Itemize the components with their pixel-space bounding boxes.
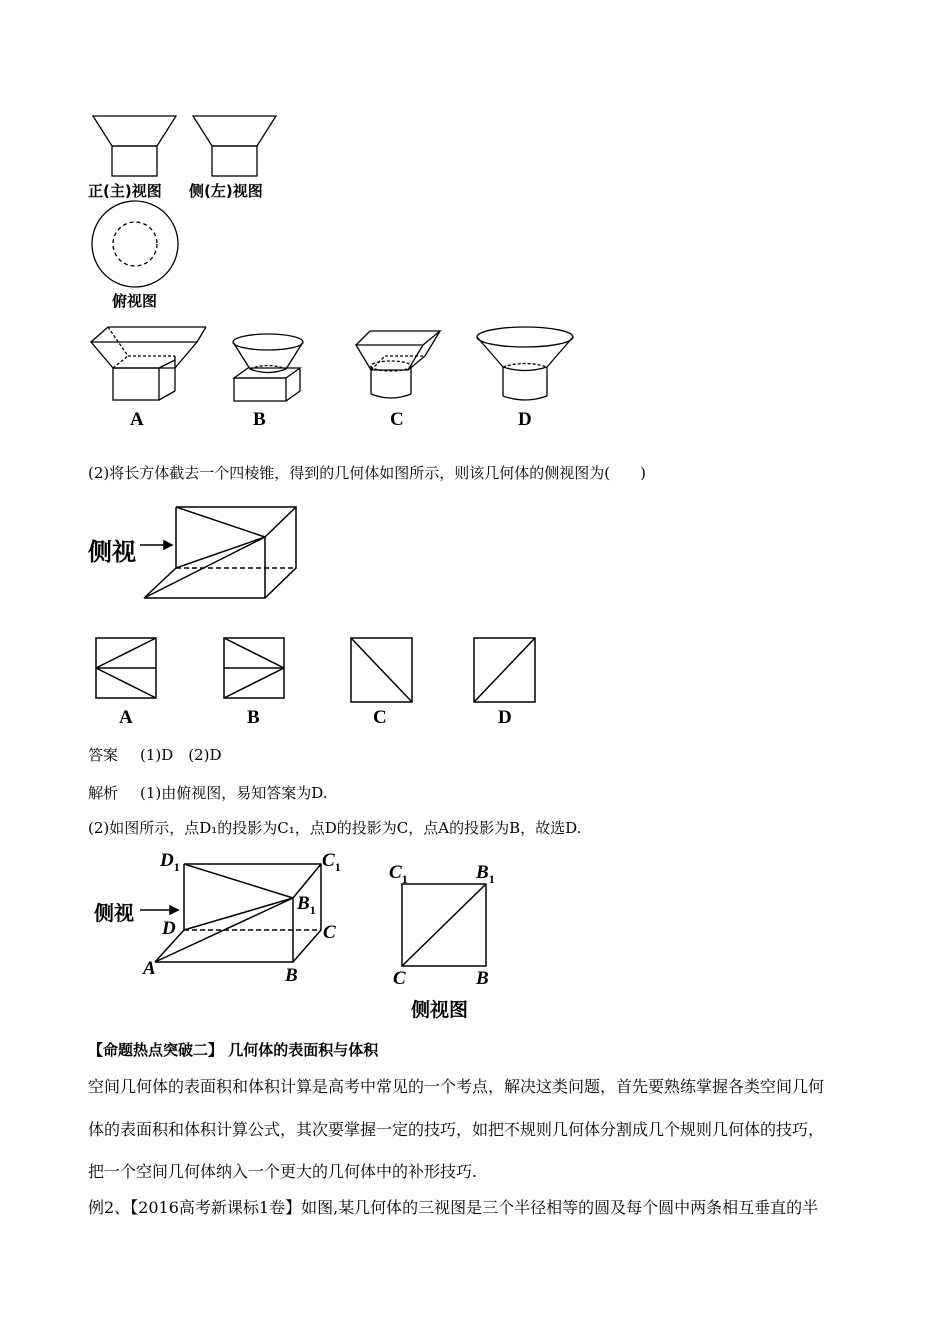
side-view [193, 116, 276, 176]
section-paragraph-line-2: 体的表面积和体积计算公式，其次要掌握一定的技巧，如把不规则几何体分割成几个规则几何体的技巧， [88, 1120, 825, 1139]
side-view-caption: 侧视图 [411, 999, 469, 1021]
side-view-label: 侧(左)视图 [189, 182, 263, 200]
point-d1-label: $D_1$ [160, 850, 180, 874]
square-b-label: B [476, 968, 489, 989]
square-c1-label: $C_1$ [389, 862, 408, 886]
q1-option-b-label: B [253, 409, 266, 430]
q1-option-c-figure [356, 331, 440, 398]
solution-arrow-label: 侧视 [94, 901, 134, 925]
point-c1-label: $C_1$ [322, 850, 341, 874]
q2-option-b-figure [224, 638, 284, 698]
q2-main-figure [140, 507, 296, 598]
q1-option-c-label: C [390, 409, 404, 430]
q2-option-c-label: C [373, 707, 387, 728]
point-b1-label: $B_1$ [297, 893, 316, 917]
top-view [92, 201, 178, 287]
analysis-line-2: (2)如图所示，点D₁的投影为C₁，点D的投影为C，点A的投影为B，故选D. [88, 819, 582, 837]
section-title: 【命题热点突破二】 几何体的表面积与体积 [88, 1041, 379, 1059]
q1-option-a-label: A [130, 409, 144, 430]
front-view [93, 116, 176, 176]
answer-text: (1)D (2)D [140, 746, 222, 764]
point-a-label: A [143, 958, 156, 979]
q2-arrow-label: 侧视 [88, 538, 136, 566]
analysis-label: 解析 [88, 784, 119, 802]
section-paragraph-line-3: 把一个空间几何体纳入一个更大的几何体中的补形技巧. [88, 1162, 478, 1181]
example-2-text: 例2、【2016高考新课标1卷】如图,某几何体的三视图是三个半径相等的圆及每个圆中两条相互垂直的半 [88, 1198, 819, 1217]
square-c-label: C [393, 968, 406, 989]
q2-option-d-figure [474, 638, 535, 702]
q2-option-b-label: B [247, 707, 260, 728]
answer-label: 答案 [88, 746, 119, 764]
point-b-label: B [285, 965, 298, 986]
analysis-line-1: (1)由俯视图，易知答案为D. [140, 784, 328, 802]
q1-option-a-figure [91, 327, 206, 400]
q2-option-a-figure [96, 638, 156, 698]
q1-option-d-figure [477, 327, 573, 400]
point-c-label: C [323, 922, 336, 943]
q2-option-a-label: A [119, 707, 133, 728]
front-view-label: 正(主)视图 [88, 182, 162, 200]
point-d-label: D [162, 918, 176, 939]
solution-side-view-square [402, 884, 486, 966]
q2-option-c-figure [351, 638, 412, 702]
square-b1-label: $B_1$ [476, 862, 495, 886]
solution-main-figure [140, 864, 321, 962]
top-view-label: 俯视图 [112, 292, 158, 310]
q2-option-d-label: D [498, 707, 512, 728]
q2-question: (2)将长方体截去一个四棱锥，得到的几何体如图所示，则该几何体的侧视图为( ) [88, 464, 646, 482]
section-paragraph-line-1: 空间几何体的表面积和体积计算是高考中常见的一个考点，解决这类问题，首先要熟练掌握各类空间几何 [88, 1077, 825, 1096]
q1-option-b-figure [233, 334, 303, 401]
q1-option-d-label: D [518, 409, 532, 430]
